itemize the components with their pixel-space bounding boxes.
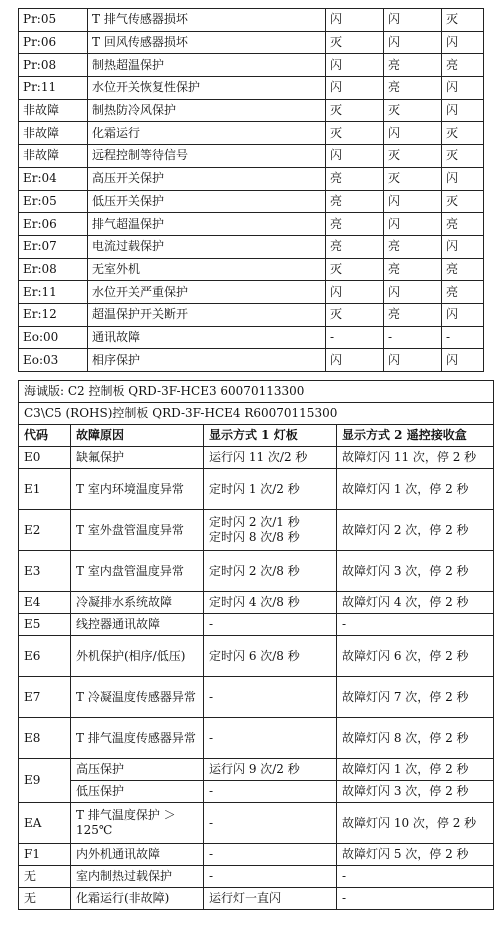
- reason-cell: T 室外盘管温度异常: [71, 510, 204, 551]
- display2-cell: 故障灯闪 2 次，停 2 秒: [337, 510, 494, 551]
- led3-cell: 闪: [442, 31, 484, 54]
- table-row: [19, 803, 494, 844]
- code-cell: Eo:00: [19, 326, 88, 349]
- code-cell: E5: [19, 614, 71, 636]
- display1-cell: -: [204, 844, 337, 866]
- code-cell: EA: [19, 803, 71, 844]
- display2-cell: 故障灯闪 3 次，停 2 秒: [337, 781, 494, 803]
- display2-cell: -: [337, 888, 494, 910]
- description-cell: T 排气传感器损坏: [88, 9, 326, 32]
- table-row: [19, 349, 484, 372]
- description-cell: 超温保护开关断开: [88, 303, 326, 326]
- header-code: 代码: [19, 425, 71, 447]
- display1-cell: -: [204, 866, 337, 888]
- board-info-row: [19, 403, 494, 425]
- description-cell: 相序保护: [88, 349, 326, 372]
- led3-cell: 闪: [442, 167, 484, 190]
- led2-cell: 闪: [384, 213, 442, 236]
- table-row: [19, 122, 484, 145]
- code-cell: E3: [19, 551, 71, 592]
- led2-cell: 闪: [384, 31, 442, 54]
- reason-cell: T 室内环境温度异常: [71, 469, 204, 510]
- description-cell: 排气超温保护: [88, 213, 326, 236]
- display1-cell: [204, 510, 337, 551]
- board-info-1: 海诚版: C2 控制板 QRD-3F-HCE3 60070113300: [19, 381, 494, 403]
- table-row: [19, 510, 494, 551]
- fault-status-table: [18, 8, 484, 372]
- code-cell: E8: [19, 718, 71, 759]
- fault-status-table-body: [19, 9, 484, 372]
- led1-cell: 闪: [326, 349, 384, 372]
- board-info-2: C3\C5 (ROHS)控制板 QRD-3F-HCE4 R60070115300: [19, 403, 494, 425]
- code-cell: Er:12: [19, 303, 88, 326]
- led2-cell: 闪: [384, 9, 442, 32]
- code-cell: E1: [19, 469, 71, 510]
- display1-cell: 运行灯一直闪: [204, 888, 337, 910]
- led1-cell: 闪: [326, 9, 384, 32]
- table-row: [19, 592, 494, 614]
- display1-cell: 运行闪 11 次/2 秒: [204, 447, 337, 469]
- led2-cell: 闪: [384, 281, 442, 304]
- description-cell: 制热防冷风保护: [88, 99, 326, 122]
- description-cell: 通讯故障: [88, 326, 326, 349]
- led2-cell: 闪: [384, 349, 442, 372]
- header-reason: 故障原因: [71, 425, 204, 447]
- description-cell: 水位开关恢复性保护: [88, 77, 326, 100]
- led2-cell: 亮: [384, 235, 442, 258]
- table-row: [19, 99, 484, 122]
- table-row: [19, 54, 484, 77]
- reason-cell: 内外机通讯故障: [71, 844, 204, 866]
- table-row: [19, 469, 494, 510]
- table-row: [19, 614, 494, 636]
- header-display-1: 显示方式 1 灯板: [204, 425, 337, 447]
- reason-cell: T 排气温度传感器异常: [71, 718, 204, 759]
- led1-cell: 灭: [326, 258, 384, 281]
- code-cell: Er:07: [19, 235, 88, 258]
- table-row: [19, 167, 484, 190]
- led1-cell: 亮: [326, 190, 384, 213]
- display1-line: 定时闪 8 次/8 秒: [209, 530, 300, 544]
- reason-cell: 线控器通讯故障: [71, 614, 204, 636]
- led1-cell: -: [326, 326, 384, 349]
- led2-cell: 闪: [384, 190, 442, 213]
- table-row: [19, 636, 494, 677]
- fault-code-table: [18, 380, 494, 910]
- led3-cell: 亮: [442, 258, 484, 281]
- table-row: [19, 677, 494, 718]
- table-row: [19, 447, 494, 469]
- board-info-row: [19, 381, 494, 403]
- table-row: [19, 303, 484, 326]
- led3-cell: 闪: [442, 303, 484, 326]
- led1-cell: 闪: [326, 54, 384, 77]
- display1-cell: 定时闪 1 次/2 秒: [204, 469, 337, 510]
- code-cell: Er:05: [19, 190, 88, 213]
- led2-cell: -: [384, 326, 442, 349]
- table-row: [19, 844, 494, 866]
- reason-cell: 高压保护: [71, 759, 204, 781]
- led2-cell: 灭: [384, 167, 442, 190]
- table-row: [19, 718, 494, 759]
- table-row: [19, 551, 494, 592]
- led1-cell: 灭: [326, 31, 384, 54]
- led2-cell: 亮: [384, 258, 442, 281]
- description-cell: 无室外机: [88, 258, 326, 281]
- display1-line: 定时闪 2 次/1 秒: [209, 515, 300, 529]
- description-cell: 电流过载保护: [88, 235, 326, 258]
- table-row: [19, 235, 484, 258]
- code-cell: E9: [19, 759, 71, 803]
- display1-cell: 定时闪 2 次/8 秒: [204, 551, 337, 592]
- led3-cell: 闪: [442, 235, 484, 258]
- table-row: [19, 213, 484, 236]
- led1-cell: 闪: [326, 145, 384, 168]
- led1-cell: 闪: [326, 281, 384, 304]
- code-cell: F1: [19, 844, 71, 866]
- led1-cell: 亮: [326, 235, 384, 258]
- code-cell: Er:06: [19, 213, 88, 236]
- code-cell: Pr:11: [19, 77, 88, 100]
- code-cell: E0: [19, 447, 71, 469]
- code-cell: 非故障: [19, 122, 88, 145]
- description-cell: 高压开关保护: [88, 167, 326, 190]
- code-cell: 无: [19, 866, 71, 888]
- code-cell: Er:04: [19, 167, 88, 190]
- display2-cell: 故障灯闪 11 次，停 2 秒: [337, 447, 494, 469]
- table-row: [19, 145, 484, 168]
- reason-cell: 缺氟保护: [71, 447, 204, 469]
- display2-cell: 故障灯闪 1 次，停 2 秒: [337, 759, 494, 781]
- display1-cell: -: [204, 803, 337, 844]
- led2-cell: 灭: [384, 99, 442, 122]
- fault-code-table-body: [19, 381, 494, 910]
- led1-cell: 灭: [326, 303, 384, 326]
- display1-cell: -: [204, 781, 337, 803]
- display2-cell: 故障灯闪 5 次，停 2 秒: [337, 844, 494, 866]
- code-cell: Eo:03: [19, 349, 88, 372]
- table-row: [19, 258, 484, 281]
- code-cell: Er:11: [19, 281, 88, 304]
- table-row: [19, 281, 484, 304]
- display1-cell: 定时闪 6 次/8 秒: [204, 636, 337, 677]
- led3-cell: 灭: [442, 190, 484, 213]
- description-cell: 制热超温保护: [88, 54, 326, 77]
- header-display-2: 显示方式 2 遥控接收盒: [337, 425, 494, 447]
- led1-cell: 亮: [326, 213, 384, 236]
- table-row: [19, 888, 494, 910]
- code-cell: Pr:06: [19, 31, 88, 54]
- led3-cell: 闪: [442, 77, 484, 100]
- code-cell: E4: [19, 592, 71, 614]
- display1-cell: 运行闪 9 次/2 秒: [204, 759, 337, 781]
- code-cell: 非故障: [19, 99, 88, 122]
- code-cell: Pr:08: [19, 54, 88, 77]
- code-cell: 无: [19, 888, 71, 910]
- display1-cell: -: [204, 677, 337, 718]
- description-cell: T 回风传感器损坏: [88, 31, 326, 54]
- display2-cell: 故障灯闪 1 次，停 2 秒: [337, 469, 494, 510]
- display2-cell: 故障灯闪 3 次，停 2 秒: [337, 551, 494, 592]
- led1-cell: 灭: [326, 99, 384, 122]
- led3-cell: -: [442, 326, 484, 349]
- led2-cell: 亮: [384, 77, 442, 100]
- code-cell: 非故障: [19, 145, 88, 168]
- display2-cell: -: [337, 614, 494, 636]
- code-cell: E6: [19, 636, 71, 677]
- reason-cell: T 冷凝温度传感器异常: [71, 677, 204, 718]
- led2-cell: 亮: [384, 303, 442, 326]
- table-header-row: [19, 425, 494, 447]
- reason-cell: T 排气温度保护 ＞ 125℃: [71, 803, 204, 844]
- reason-cell: 室内制热过载保护: [71, 866, 204, 888]
- led3-cell: 闪: [442, 99, 484, 122]
- display1-cell: 定时闪 4 次/8 秒: [204, 592, 337, 614]
- description-cell: 水位开关严重保护: [88, 281, 326, 304]
- reason-cell: T 室内盘管温度异常: [71, 551, 204, 592]
- led1-cell: 亮: [326, 167, 384, 190]
- led3-cell: 灭: [442, 9, 484, 32]
- led2-cell: 灭: [384, 145, 442, 168]
- description-cell: 化霜运行: [88, 122, 326, 145]
- table-row: [19, 9, 484, 32]
- code-cell: E2: [19, 510, 71, 551]
- display2-cell: 故障灯闪 10 次，停 2 秒: [337, 803, 494, 844]
- table-row: [19, 866, 494, 888]
- reason-cell: 外机保护(相序/低压): [71, 636, 204, 677]
- display2-cell: 故障灯闪 7 次，停 2 秒: [337, 677, 494, 718]
- display2-cell: 故障灯闪 8 次，停 2 秒: [337, 718, 494, 759]
- display1-cell: -: [204, 614, 337, 636]
- display2-cell: 故障灯闪 6 次，停 2 秒: [337, 636, 494, 677]
- table-row: [19, 77, 484, 100]
- table-row: [19, 759, 494, 781]
- display1-cell: -: [204, 718, 337, 759]
- led3-cell: 亮: [442, 281, 484, 304]
- led1-cell: 灭: [326, 122, 384, 145]
- led1-cell: 闪: [326, 77, 384, 100]
- led3-cell: 灭: [442, 122, 484, 145]
- reason-cell: 冷凝排水系统故障: [71, 592, 204, 614]
- reason-cell: 化霜运行(非故障): [71, 888, 204, 910]
- table-row: [19, 190, 484, 213]
- table-row: [19, 781, 494, 803]
- code-cell: Er:08: [19, 258, 88, 281]
- led3-cell: 亮: [442, 213, 484, 236]
- led3-cell: 闪: [442, 349, 484, 372]
- display2-cell: 故障灯闪 4 次，停 2 秒: [337, 592, 494, 614]
- code-cell: E7: [19, 677, 71, 718]
- reason-cell: 低压保护: [71, 781, 204, 803]
- table-row: [19, 31, 484, 54]
- code-cell: Pr:05: [19, 9, 88, 32]
- led2-cell: 闪: [384, 122, 442, 145]
- description-cell: 远程控制等待信号: [88, 145, 326, 168]
- display2-cell: -: [337, 866, 494, 888]
- description-cell: 低压开关保护: [88, 190, 326, 213]
- table-row: [19, 326, 484, 349]
- led3-cell: 灭: [442, 145, 484, 168]
- led2-cell: 亮: [384, 54, 442, 77]
- led3-cell: 亮: [442, 54, 484, 77]
